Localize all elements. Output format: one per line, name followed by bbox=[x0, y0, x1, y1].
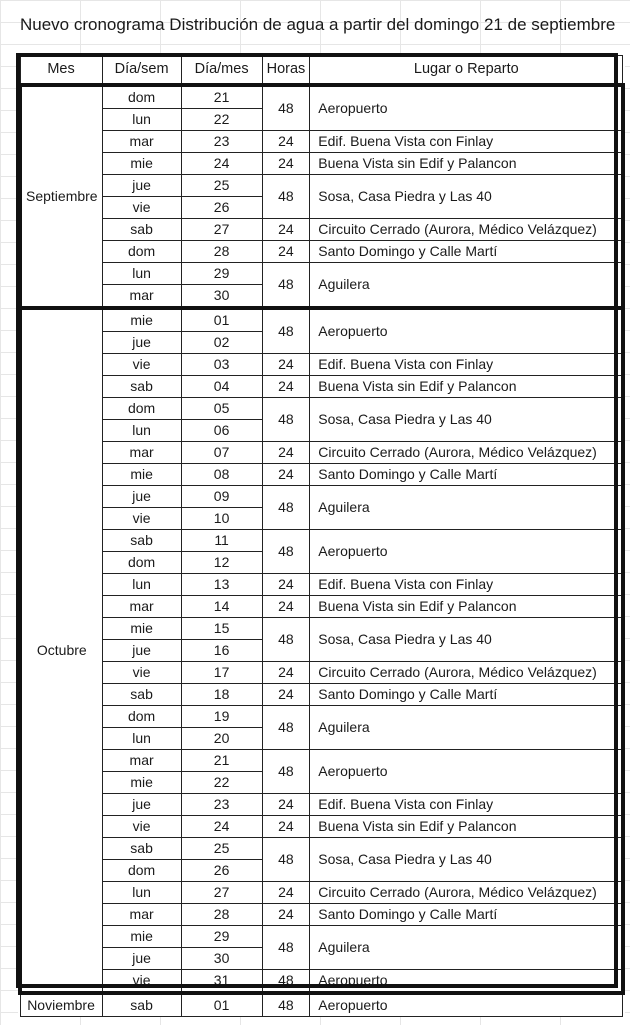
place-cell: Buena Vista sin Edif y Palancon bbox=[310, 153, 623, 175]
weekday-cell: jue bbox=[102, 175, 181, 197]
day-cell: 23 bbox=[181, 794, 262, 816]
place-cell: Aguilera bbox=[310, 926, 623, 970]
day-cell: 18 bbox=[181, 684, 262, 706]
hours-cell: 48 bbox=[262, 85, 310, 131]
day-cell: 30 bbox=[181, 948, 262, 970]
month-cell: Noviembre bbox=[20, 993, 102, 1017]
day-cell: 21 bbox=[181, 750, 262, 772]
hours-cell: 48 bbox=[262, 926, 310, 970]
day-cell: 22 bbox=[181, 109, 262, 131]
hours-cell: 24 bbox=[262, 794, 310, 816]
month-cell: Octubre bbox=[20, 308, 102, 993]
table-row bbox=[20, 153, 623, 175]
place-cell: Santo Domingo y Calle Martí bbox=[310, 464, 623, 486]
table-row bbox=[20, 816, 623, 838]
weekday-cell: lun bbox=[102, 728, 181, 750]
day-cell: 19 bbox=[181, 706, 262, 728]
table-row bbox=[20, 706, 623, 728]
weekday-cell: vie bbox=[102, 662, 181, 684]
hours-cell: 48 bbox=[262, 398, 310, 442]
hours-cell: 48 bbox=[262, 486, 310, 530]
hours-cell: 24 bbox=[262, 596, 310, 618]
day-cell: 06 bbox=[181, 420, 262, 442]
place-cell: Aeropuerto bbox=[310, 530, 623, 574]
table-row bbox=[20, 794, 623, 816]
column-header-hours: Horas bbox=[262, 56, 310, 86]
place-cell: Circuito Cerrado (Aurora, Médico Velázquez) bbox=[310, 219, 623, 241]
place-cell: Edif. Buena Vista con Finlay bbox=[310, 574, 623, 596]
table-row bbox=[20, 838, 623, 860]
day-cell: 09 bbox=[181, 486, 262, 508]
weekday-cell: lun bbox=[102, 882, 181, 904]
day-cell: 24 bbox=[181, 816, 262, 838]
day-cell: 07 bbox=[181, 442, 262, 464]
hours-cell: 24 bbox=[262, 241, 310, 263]
table-row bbox=[20, 750, 623, 772]
hours-cell: 24 bbox=[262, 354, 310, 376]
weekday-cell: mar bbox=[102, 904, 181, 926]
place-cell: Aeropuerto bbox=[310, 993, 623, 1017]
table-row bbox=[20, 175, 623, 197]
place-cell: Buena Vista sin Edif y Palancon bbox=[310, 816, 623, 838]
day-cell: 01 bbox=[181, 308, 262, 332]
month-cell: Septiembre bbox=[20, 85, 102, 308]
hours-cell: 24 bbox=[262, 882, 310, 904]
hours-cell: 48 bbox=[262, 530, 310, 574]
place-cell: Aeropuerto bbox=[310, 970, 623, 994]
hours-cell: 48 bbox=[262, 970, 310, 994]
document-title: Nuevo cronograma Distribución de agua a partir del domingo 21 de septiembre bbox=[20, 15, 616, 34]
column-header-day: Día/mes bbox=[181, 56, 262, 86]
table-row bbox=[20, 596, 623, 618]
table-row bbox=[20, 308, 623, 332]
weekday-cell: dom bbox=[102, 241, 181, 263]
place-cell: Sosa, Casa Piedra y Las 40 bbox=[310, 398, 623, 442]
day-cell: 20 bbox=[181, 728, 262, 750]
weekday-cell: vie bbox=[102, 354, 181, 376]
weekday-cell: mie bbox=[102, 926, 181, 948]
weekday-cell: mie bbox=[102, 772, 181, 794]
day-cell: 31 bbox=[181, 970, 262, 994]
column-header-weekday: Día/sem bbox=[102, 56, 181, 86]
place-cell: Aguilera bbox=[310, 706, 623, 750]
table-row bbox=[20, 926, 623, 948]
hours-cell: 48 bbox=[262, 618, 310, 662]
table-row bbox=[20, 219, 623, 241]
day-cell: 22 bbox=[181, 772, 262, 794]
place-cell: Edif. Buena Vista con Finlay bbox=[310, 354, 623, 376]
hours-cell: 48 bbox=[262, 993, 310, 1017]
day-cell: 15 bbox=[181, 618, 262, 640]
day-cell: 16 bbox=[181, 640, 262, 662]
day-cell: 30 bbox=[181, 285, 262, 309]
hours-cell: 24 bbox=[262, 904, 310, 926]
weekday-cell: vie bbox=[102, 816, 181, 838]
place-cell: Aguilera bbox=[310, 263, 623, 309]
hours-cell: 48 bbox=[262, 750, 310, 794]
weekday-cell: mar bbox=[102, 442, 181, 464]
day-cell: 11 bbox=[181, 530, 262, 552]
day-cell: 25 bbox=[181, 838, 262, 860]
table-row bbox=[20, 442, 623, 464]
place-cell: Edif. Buena Vista con Finlay bbox=[310, 131, 623, 153]
place-cell: Aeropuerto bbox=[310, 750, 623, 794]
table-row bbox=[20, 354, 623, 376]
table-row bbox=[20, 376, 623, 398]
weekday-cell: lun bbox=[102, 263, 181, 285]
water-schedule-table bbox=[18, 55, 625, 1017]
weekday-cell: sab bbox=[102, 376, 181, 398]
hours-cell: 48 bbox=[262, 838, 310, 882]
place-cell: Edif. Buena Vista con Finlay bbox=[310, 794, 623, 816]
hours-cell: 24 bbox=[262, 153, 310, 175]
day-cell: 17 bbox=[181, 662, 262, 684]
weekday-cell: dom bbox=[102, 85, 181, 109]
weekday-cell: mie bbox=[102, 308, 181, 332]
weekday-cell: jue bbox=[102, 332, 181, 354]
month-block bbox=[20, 85, 623, 308]
day-cell: 12 bbox=[181, 552, 262, 574]
column-header-place: Lugar o Reparto bbox=[310, 56, 623, 86]
weekday-cell: sab bbox=[102, 219, 181, 241]
day-cell: 10 bbox=[181, 508, 262, 530]
weekday-cell: lun bbox=[102, 109, 181, 131]
weekday-cell: mie bbox=[102, 618, 181, 640]
place-cell: Aeropuerto bbox=[310, 85, 623, 131]
hours-cell: 48 bbox=[262, 308, 310, 354]
place-cell: Aguilera bbox=[310, 486, 623, 530]
weekday-cell: mar bbox=[102, 596, 181, 618]
hours-cell: 24 bbox=[262, 131, 310, 153]
table-row bbox=[20, 131, 623, 153]
day-cell: 08 bbox=[181, 464, 262, 486]
place-cell: Buena Vista sin Edif y Palancon bbox=[310, 596, 623, 618]
month-block bbox=[20, 308, 623, 993]
weekday-cell: vie bbox=[102, 970, 181, 994]
day-cell: 03 bbox=[181, 354, 262, 376]
day-cell: 05 bbox=[181, 398, 262, 420]
day-cell: 26 bbox=[181, 197, 262, 219]
hours-cell: 24 bbox=[262, 684, 310, 706]
table-row bbox=[20, 662, 623, 684]
weekday-cell: sab bbox=[102, 684, 181, 706]
header-row bbox=[20, 56, 623, 86]
day-cell: 29 bbox=[181, 263, 262, 285]
weekday-cell: vie bbox=[102, 197, 181, 219]
place-cell: Santo Domingo y Calle Martí bbox=[310, 684, 623, 706]
table-row bbox=[20, 464, 623, 486]
place-cell: Sosa, Casa Piedra y Las 40 bbox=[310, 838, 623, 882]
hours-cell: 24 bbox=[262, 464, 310, 486]
table-row bbox=[20, 85, 623, 109]
weekday-cell: vie bbox=[102, 508, 181, 530]
hours-cell: 48 bbox=[262, 706, 310, 750]
hours-cell: 24 bbox=[262, 219, 310, 241]
weekday-cell: sab bbox=[102, 993, 181, 1017]
day-cell: 04 bbox=[181, 376, 262, 398]
place-cell: Circuito Cerrado (Aurora, Médico Velázquez) bbox=[310, 882, 623, 904]
weekday-cell: dom bbox=[102, 706, 181, 728]
place-cell: Sosa, Casa Piedra y Las 40 bbox=[310, 175, 623, 219]
place-cell: Circuito Cerrado (Aurora, Médico Velázquez) bbox=[310, 442, 623, 464]
day-cell: 27 bbox=[181, 219, 262, 241]
weekday-cell: mar bbox=[102, 750, 181, 772]
weekday-cell: lun bbox=[102, 420, 181, 442]
table-row bbox=[20, 530, 623, 552]
weekday-cell: jue bbox=[102, 794, 181, 816]
table-row bbox=[20, 684, 623, 706]
day-cell: 25 bbox=[181, 175, 262, 197]
day-cell: 21 bbox=[181, 85, 262, 109]
day-cell: 26 bbox=[181, 860, 262, 882]
day-cell: 01 bbox=[181, 993, 262, 1017]
month-block bbox=[20, 993, 623, 1017]
place-cell: Aeropuerto bbox=[310, 308, 623, 354]
weekday-cell: jue bbox=[102, 948, 181, 970]
table-row bbox=[20, 486, 623, 508]
weekday-cell: jue bbox=[102, 486, 181, 508]
table-row bbox=[20, 993, 623, 1017]
day-cell: 27 bbox=[181, 882, 262, 904]
weekday-cell: dom bbox=[102, 398, 181, 420]
day-cell: 28 bbox=[181, 904, 262, 926]
table-row bbox=[20, 574, 623, 596]
place-cell: Circuito Cerrado (Aurora, Médico Velázquez) bbox=[310, 662, 623, 684]
place-cell: Sosa, Casa Piedra y Las 40 bbox=[310, 618, 623, 662]
place-cell: Buena Vista sin Edif y Palancon bbox=[310, 376, 623, 398]
table-row bbox=[20, 263, 623, 285]
table-row bbox=[20, 882, 623, 904]
day-cell: 24 bbox=[181, 153, 262, 175]
hours-cell: 24 bbox=[262, 376, 310, 398]
place-cell: Santo Domingo y Calle Martí bbox=[310, 904, 623, 926]
day-cell: 29 bbox=[181, 926, 262, 948]
hours-cell: 24 bbox=[262, 816, 310, 838]
day-cell: 02 bbox=[181, 332, 262, 354]
place-cell: Santo Domingo y Calle Martí bbox=[310, 241, 623, 263]
table-row bbox=[20, 241, 623, 263]
hours-cell: 24 bbox=[262, 662, 310, 684]
table-row bbox=[20, 904, 623, 926]
table-row bbox=[20, 618, 623, 640]
weekday-cell: lun bbox=[102, 574, 181, 596]
weekday-cell: sab bbox=[102, 530, 181, 552]
day-cell: 28 bbox=[181, 241, 262, 263]
day-cell: 23 bbox=[181, 131, 262, 153]
weekday-cell: jue bbox=[102, 640, 181, 662]
weekday-cell: dom bbox=[102, 860, 181, 882]
hours-cell: 48 bbox=[262, 175, 310, 219]
weekday-cell: dom bbox=[102, 552, 181, 574]
hours-cell: 48 bbox=[262, 263, 310, 309]
hours-cell: 24 bbox=[262, 574, 310, 596]
day-cell: 13 bbox=[181, 574, 262, 596]
weekday-cell: mie bbox=[102, 464, 181, 486]
weekday-cell: sab bbox=[102, 838, 181, 860]
day-cell: 14 bbox=[181, 596, 262, 618]
column-header-month: Mes bbox=[20, 56, 102, 86]
weekday-cell: mar bbox=[102, 131, 181, 153]
table-row bbox=[20, 398, 623, 420]
table-row bbox=[20, 970, 623, 994]
weekday-cell: mar bbox=[102, 285, 181, 309]
weekday-cell: mie bbox=[102, 153, 181, 175]
hours-cell: 24 bbox=[262, 442, 310, 464]
